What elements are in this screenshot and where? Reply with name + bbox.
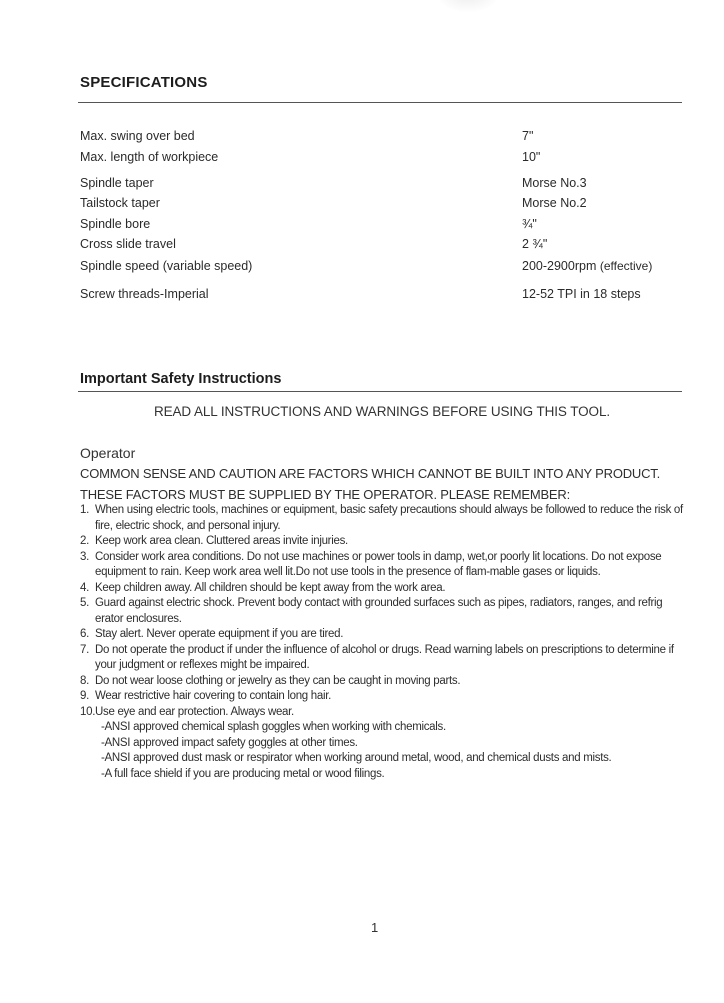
spec-label: Tailstock taper (80, 196, 160, 210)
item-text: Consider work area conditions. Do not use machines or power tools in damp, wet,or poorly lit locations. Do not expose equipment to rain. Keep work area well lit.Do not use tools in the presence of flam-mable gases or liquids. (95, 550, 662, 578)
list-item (80, 503, 692, 534)
item-text: Do not operate the product if under the influence of alcohol or drugs. Read warning labels on prescriptions to determine if your judgment or reflexes might be impaired. (95, 643, 674, 671)
eye-protection-item: -ANSI approved dust mask or respirator when working around metal, wood, and chemical dusts and mists. (101, 752, 612, 764)
spec-row (80, 217, 680, 235)
item-text: Do not wear loose clothing or jewelry as they can be caught in moving parts. (95, 674, 461, 687)
list-item (80, 581, 692, 597)
item-number: 5. (80, 597, 89, 609)
item-number: 1. (80, 504, 89, 516)
item-text: When using electric tools, machines or equipment, basic safety precautions should always be followed to reduce the risk of fire, electric shock, and personal injury. (95, 504, 683, 532)
heading-rule (78, 391, 682, 392)
spec-value: 12-52 TPI in 18 steps (522, 287, 641, 301)
item-number: 9. (80, 690, 89, 702)
spec-value-main: 200-2900rpm (522, 259, 597, 273)
list-item (80, 689, 692, 705)
list-item (80, 643, 692, 674)
eye-protection-item: -A full face shield if you are producing metal or wood filings. (101, 767, 385, 780)
spec-row (80, 287, 680, 305)
page-number: 1 (371, 920, 379, 935)
item-number: 6. (80, 628, 89, 640)
item-text: Keep children away. All children should be kept away from the work area. (95, 581, 446, 594)
operator-heading: Operator (80, 445, 136, 461)
spec-row (80, 150, 680, 168)
spec-label: Max. swing over bed (80, 129, 195, 143)
item-number: 4. (80, 581, 89, 594)
list-item (80, 550, 692, 581)
spec-value: Morse No.3 (522, 176, 587, 190)
spec-value: 7" (522, 129, 534, 143)
item-text: Use eye and ear protection. Always wear. (95, 705, 294, 718)
spec-value: 10" (522, 150, 541, 164)
item-number: 10. (80, 705, 96, 718)
spec-label: Spindle taper (80, 176, 154, 190)
item-text: Stay alert. Never operate equipment if you are tired. (95, 628, 344, 640)
safety-heading: Important Safety Instructions (80, 371, 282, 387)
scan-smudge (438, 0, 498, 12)
spec-row (80, 176, 680, 194)
spec-label: Max. length of workpiece (80, 150, 219, 164)
item-number: 8. (80, 674, 89, 687)
spec-row (80, 237, 680, 255)
spec-value-note: (effective) (599, 259, 653, 273)
eye-protection-item: -ANSI approved chemical splash goggles when working with chemicals. (101, 721, 446, 733)
item-text: Guard against electric shock. Prevent body contact with grounded surfaces such as pipes, radiators, ranges, and refrig erator enclosures. (95, 597, 663, 625)
list-item (80, 705, 692, 783)
heading-rule (78, 102, 682, 103)
list-item (80, 627, 692, 643)
spec-row (80, 259, 680, 277)
eye-protection-item: -ANSI approved impact safety goggles at other times. (101, 736, 358, 749)
list-item (80, 674, 692, 690)
spec-row (80, 196, 680, 214)
spec-row (80, 129, 680, 147)
safety-list (80, 503, 692, 782)
common-sense-statement: COMMON SENSE AND CAUTION ARE FACTORS WHICH CANNOT BE BUILT INTO ANY PRODUCT. THESE FACTORS MUST BE SUPPLIED BY THE OPERATOR. PLEASE REMEMBER: (80, 466, 661, 502)
item-text: Wear restrictive hair covering to contain long hair. (95, 690, 332, 702)
spec-label: Spindle bore (80, 217, 151, 231)
item-text: Keep work area clean. Cluttered areas invite injuries. (95, 535, 348, 547)
specifications-heading: SPECIFICATIONS (80, 74, 208, 91)
spec-value: Morse No.2 (522, 196, 587, 210)
read-all-warning: READ ALL INSTRUCTIONS AND WARNINGS BEFORE USING THIS TOOL. (153, 404, 611, 419)
spec-value (522, 259, 652, 273)
item-number: 3. (80, 550, 89, 563)
spec-label: Screw threads-Imperial (80, 287, 209, 301)
spec-value: 2 ¾" (522, 237, 548, 251)
spec-label: Cross slide travel (80, 237, 176, 251)
spec-label: Spindle speed (variable speed) (80, 259, 253, 273)
spec-value: ¾" (522, 217, 537, 231)
list-item (80, 596, 692, 627)
list-item (80, 534, 692, 550)
item-number: 2. (80, 535, 89, 547)
item-number: 7. (80, 643, 89, 656)
